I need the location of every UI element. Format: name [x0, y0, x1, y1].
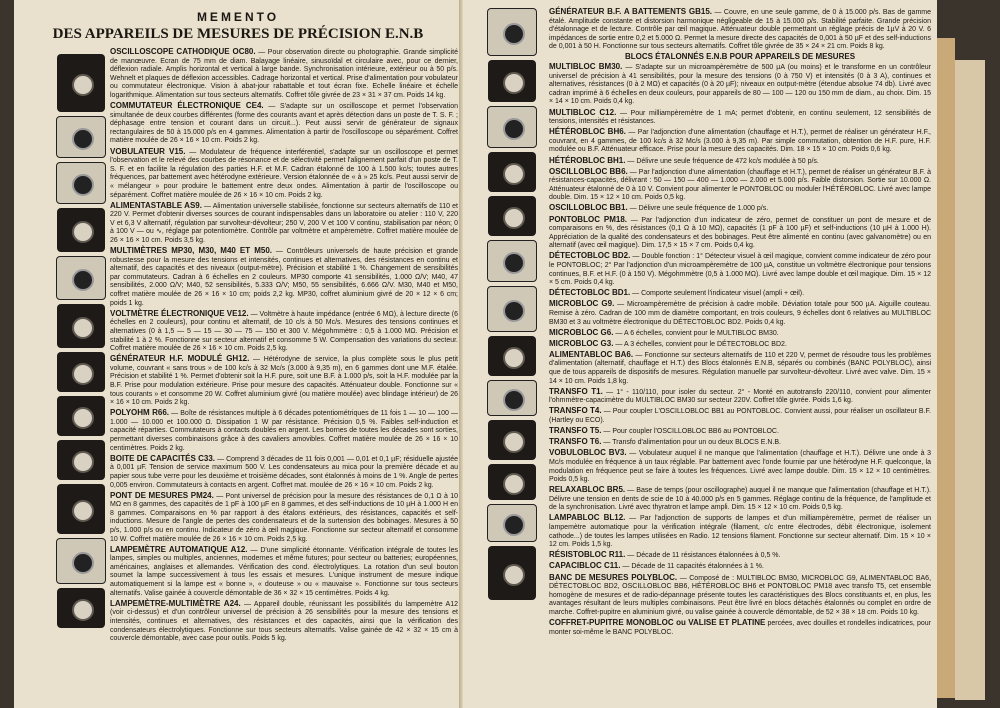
microbloc-photo [487, 286, 537, 332]
entry-name: BANC DE MESURES POLYBLOC. [549, 572, 678, 582]
entry-text: — Délivre une seule fréquence de 1.000 p/s. [629, 205, 769, 213]
tube-tester-photo [56, 538, 106, 584]
entry-text: — Voltmètre à haute impédance (entrée 6 MΩ), à lecture directe (6 échelles en 2 couleurs), pour continu et alternatif, de 10 c/s à 50 Mc/s. Mesures des tensions continues et alternatives (0 à 1,5 — 5 — 15 — 30 — 75 — 150 et 300 V. Mégohmmètre : 0,5 à 1.000 MΩ. Précision et stabilité 1 à 2 %. Fonctionne sur secteur alternatif et consomme 5 W. Compensation des variations du secteur. Coffret matière moulée de 26 × 16 × 10 cm. Poids 2,5 kg. [110, 310, 458, 353]
relaxabloc-photo [488, 464, 536, 500]
entry-name: TRANSFO T5. [549, 426, 602, 436]
alimentastable-photo [57, 208, 105, 252]
entry-name: PONTOBLOC PM18. [549, 214, 628, 224]
entry [549, 8, 931, 52]
multibloc-photo [488, 60, 536, 102]
entry-text: — Contrôleurs universels de haute précision et grande robustesse pour la mesure des tensions et intensités, continues et alternatives, des résistances en continu et alternatif, des capacités et des niveaux (output-mètre). Précision et stabilité 1 %. Changement de sensibilités par commutateurs. Cadran à 6 échelles en 2 couleurs. MP30 comporte 41 sensibilités, 1.000 Ω/V; M40, 47 sensibilités, 2.000 Ω/V; M40, 52 sensibilités, 5.333 Ω/V; M50, 55 sensibilités, 6.666 Ω/V. M30, M40 et M50, coffret matière moulée de 26 × 16 × 10 cm; poids 2,2 kg. MP30, coffret aluminium givré de 20 × 12 × 6 cm; poids 1 kg. [110, 248, 458, 307]
entry [549, 574, 931, 618]
commutator-photo [56, 116, 106, 158]
entry-text: percées, avec douilles et rondelles indicatrices, pour monter soi-même le BANC POLYBLOC. [549, 620, 931, 636]
entry-name: GÉNÉRATEUR H.F. MODULÉ GH12. [110, 354, 250, 364]
detectobloc-photo [487, 240, 537, 282]
entry-text: — Pont universel de précision pour la mesure des résistances de 0,1 Ω à 10 MΩ en 8 gammes, des capacités de 1 pF à 100 µF en 8 gammes, et des self-inductions de 10 µH à 1.000 H en 8 gammes. Comparaisons en % par rapport à des étalons extérieurs, des résistances, capacités et self-inductions. Mesure de l'angle de pertes des condensateurs et de la surtension des bobinages. Mesures à 50 p/s, 1.000 p/s ou en continu. Indicateur de zéro à œil magique. Fonctionne sur secteur alternatif et consomme 10 W. Coffret matière moulée de 26 × 16 × 10 cm. Poids 2,5 kg. [110, 492, 459, 543]
alimentabloc-photo [488, 336, 536, 376]
entry [549, 329, 931, 339]
entry [549, 204, 931, 214]
entry [549, 128, 931, 155]
lampabloc-photo [487, 504, 537, 542]
entry-name: HÉTÉROBLOC BH1. [549, 155, 626, 165]
entry-text: — Microampèremètre de précision à cadre mobile. Déviation totale pour 500 µA. Aiguille couteau. Remise à zéro. Cadran de 100 mm de diamètre comportant, en trois couleurs, 9 échelles dont 6 relatives au MULTIBLOC BM30 et 3 au voltmètre électronique du DÉTECTOBLOC BD2. Poids 0,4 kg. [549, 301, 931, 326]
entry-name: RELAXABLOC BR5. [549, 485, 626, 495]
entry-text: — Double fonction : 1° Détecteur visuel à œil magique, convient comme indicateur de zéro pour le PONTOBLOC; 2° Par l'adjonction d'un microampèremètre de 100 µA, constitue un voltmètre électronique pour tensions continues, B.F. et H.F. (0 à 150 V). Mégohmmètre (0,5 à 1.000 MΩ). Livré avec lampe double et œil magique. Dim. 15 × 12 × 5 cm. Poids 0,4 kg. [549, 253, 931, 287]
section-title: BLOCS ÉTALONNÉS E.N.B POUR APPAREILS DE MESURES [624, 52, 856, 62]
entry-name: ALIMENTASTABLE AS9. [110, 200, 202, 210]
entry-text: — D'une simplicité étonnante. Vérification intégrale de toutes les lampes, simples ou multiples, anciennes, modernes et même futures; pour secteur ou batteries; européennes, américaines, anglaises et allemandes. Vérification des cond. électrolytiques. La rotation d'un seul bouton soumet la lampe successivement à tous les essais et mesures. L'unique instrument de mesure indique automatiquement si la lampe est « bonne », « douteuse » ou « mauvaise ». Fonctionne sur tous secteurs alternatifs. Valise gainée à couvercle démontable de 36 × 32 × 15 centimètres. Poids 4 kg. [110, 546, 459, 597]
entry-name: VOBULATEUR V15. [110, 146, 186, 156]
entry [549, 486, 931, 513]
entry-name: MICROBLOC G9. [549, 299, 615, 309]
entry [110, 102, 458, 146]
entry [549, 449, 931, 484]
entry-name: OSCILLOBLOC BB1. [549, 203, 628, 213]
entry-text: — Composé de : MULTIBLOC BM30, MICROBLOC G9, ALIMENTABLOC BA6, DÉTECTOBLOC BD2, OSCILLOBLOC BB6, HÉTÉROBLOC BH6 et PONTOBLOC PM18 avec transfo T5, cet ensemble homogène de mesures et de radio-dépannage présente toutes les caractéristiques des Blocs constituants et, en plus, les avantages résultant de leurs multiples combinaisons. Peut être livré en blocs détachés étalonnés ou complet en ordre de marche. Coffret-pupitre en aluminium givré, ou valise gainée à couvercle démontable, de 52 × 38 × 18 cm. Poids 10 kg. [549, 574, 932, 616]
entry [549, 216, 931, 251]
entry [110, 355, 458, 408]
multimeter-photo [56, 256, 106, 300]
transfo-photo [487, 380, 537, 416]
entry [549, 157, 931, 167]
measuring-bridge-photo [57, 484, 105, 534]
page-header [14, 10, 462, 43]
entry-text: — Appareil double, réunissant les possibilités du lampemètre A12 (voir ci-dessus) et d'un contrôleur universel de précision à 26 sensibilités pour la mesure des tensions et intensités, continues et alternatives, des résistances et des capacités, ainsi que la vérification des condensateurs électrolytiques. Fonctionne sur tous secteurs alternatifs. Valise gainée de 42 × 32 × 15 cm à couvercle démontable, avec case pour outils. Poids 5 kg. [110, 600, 458, 643]
entry [549, 407, 931, 425]
entry [549, 438, 931, 448]
entry-name: CAPACIBLOC C11. [549, 561, 621, 571]
right-text-column [549, 8, 931, 639]
entry-text: — Pour coupler l'OSCILLOBLOC BB6 au PONTOBLOC. [603, 428, 779, 436]
entry [549, 252, 931, 287]
entry [549, 289, 931, 299]
right-page [463, 0, 937, 708]
voltmeter-photo [57, 304, 105, 348]
entry [549, 168, 931, 203]
entry [549, 619, 931, 637]
entry [110, 455, 458, 490]
entry-text: — Par l'adjonction de supports de lampes et d'un milliampèremètre, permet de réaliser un lampemètre automatique pour la vérification intégrale (filament, c/c entre électrodes, débit électronique, isolement cathode...) de toutes les lampes utilisées en Radio. 12 tensions filament. Fonctionne sur secteur alternatif. Dim. 15 × 10 × 12 cm. Poids 1,5 kg. [549, 515, 931, 549]
entry-text: — Modulateur de fréquence interférentiel, s'adapte sur un oscilloscope et permet l'observation et le relevé des courbes de résonance et de sélectivité permet l'alignement parfait d'un poste de T. S. F. et en facilite la régulation des parties H.F. et M.F. Cadran étalonné de 100 à 1.500 kc/s; toutes autres fréquences, par battement avec hétérodyne extérieure. Version étalonnée de « à » 25 kc/s. Peut aussi servir de « mélangeur » pour produire le battement entre deux ondes. Alimentation à partir de l'oscilloscope ou séparément. Coffret matière moulée de 26 × 16 × 10 cm. Poids 2 kg. [110, 148, 458, 199]
entry-text: — Comporte seulement l'indicateur visuel (ampli + œil). [632, 290, 805, 298]
entry-name: OSCILLOBLOC BB6. [549, 166, 628, 176]
bf-generator-photo [487, 8, 537, 56]
polyohm-photo [57, 396, 105, 436]
entry-text: — Boîte de résistances multiple à 6 décades potentiométriques de 11 fois 1 — 10 — 100 — 1.000 — 10.000 et 100.000 Ω. Dissipation 1 W par résistance. Précision 0,5 %. Faibles self-induction et capacité réparties. Commutateurs à contacts doublés en argent. Les bornes de toutes les décades sont sorties, permettant diverses combinaisons grâce à des cavaliers amovibles. Coffret matière moulée de 26 × 16 × 10 centimètres. Poids 2 kg. [110, 410, 458, 452]
entry-name: MULTIBLOC C12. [549, 107, 617, 117]
oscillobloc-photo [488, 152, 536, 192]
entry-name: TRANSFO T6. [549, 437, 602, 447]
entry-name: PONT DE MESURES PM24. [110, 490, 214, 500]
entry-name: MICROBLOC G3. [549, 338, 614, 348]
entry [110, 409, 458, 453]
entry [110, 492, 458, 545]
entry-text: — A 6 échelles, convient pour le MULTIBLOC BM30. [615, 329, 779, 337]
entry-text: — Par l'adjonction d'une alimentation (chauffage et H.T.), permet de réaliser un générateur B.F. à résistances-capacités, délivrant : 50 — 150 — 400 — 1.000 — 2.000 et 5.000 p/s. Faible distorsion. Sortie sur 10.000 Ω. Atténuateur étalonné de 0 à 10 V. Convient pour alimenter le PONTOBLOC ou moduler l'HÉTÉROBLOC. Livré avec lampe double. Dim. 15 × 12 × 10 cm. Poids 0,5 kg. [549, 168, 932, 202]
entry-name: ALIMENTABLOC BA6. [549, 349, 634, 359]
entry-name: HÉTÉROBLOC BH6. [549, 127, 626, 137]
entry-text: — Décade de 11 capacités étalonnées à 1 %. [622, 563, 764, 571]
entry [110, 546, 458, 599]
entry-text: — Pour milliampèremètre de 1 mA; permet d'obtenir, en continu seulement, 12 sensibilités de tensions, intensités et résistances. [549, 109, 931, 126]
left-device-photos [50, 54, 112, 632]
entry-name: VOLTMÈTRE ÉLECTRONIQUE VE12. [110, 308, 249, 318]
entry-name: POLYOHM R66. [110, 408, 170, 418]
page-edge [937, 38, 955, 698]
entry-name: BOITE DE CAPACITÉS C33. [110, 453, 216, 463]
entry [549, 351, 931, 386]
entry-text: — Pour coupler L'OSCILLOBLOC BB1 au PONTOBLOC. Convient aussi, pour réaliser un oscillateur B.F. (Hartley ou ECO). [549, 408, 931, 425]
entry-name: LAMPEMÈTRE-MULTIMÈTRE A24. [110, 598, 241, 608]
vobulator-photo [56, 162, 106, 204]
polybloc-bench-photo [488, 546, 536, 600]
entry-text: — 1° - 110/110, pour isoler du secteur. 2° - Monté en autotransfo 220/110, convient pour alimenter l'ohmmètre-capacimètre du MULTIBLOC BM30 sur secteur 220V. Coffret tôle givrée. Poids 1,6 kg. [549, 388, 931, 405]
pontobloc-photo [488, 196, 536, 236]
left-page [14, 0, 463, 708]
entry-name: DÉTECTOBLOC BD2. [549, 251, 631, 261]
entry [549, 63, 931, 107]
entry-name: MULTIBLOC BM30. [549, 62, 623, 72]
entry-name: RÉSISTOBLOC R11. [549, 550, 626, 560]
entry-text: — Par l'adjonction d'un indicateur de zéro, permet de constituer un pont de mesure et de comparaisons en %, des résistances (0,1 Ω à 10 MΩ), capacités (1 pF à 100 µF) et self-inductions (10 µH à 1.000 H). Appréciation de la qualité des condensateurs et des bobinages. Peut être alimenté en continu (avec galvanomètre) ou en alternatif (avec œil magique). Dim. 17,5 × 15 × 7 cm. Poids 0,4 kg. [549, 216, 931, 250]
entry [549, 300, 931, 327]
entry [549, 109, 931, 127]
page-title: DES APPAREILS DE MESURES DE PRÉCISION E.N.B [52, 26, 424, 42]
page-edge-back [955, 60, 985, 700]
heterobloc-photo [487, 106, 537, 148]
entry [110, 202, 458, 246]
entry-name: COMMUTATEUR ÉLECTRONIQUE CE4. [110, 101, 264, 111]
entry-name: VOBULOBLOC BV3. [549, 448, 627, 458]
tube-tester-multimeter-photo [57, 588, 105, 628]
entry-name: LAMPEMÈTRE AUTOMATIQUE A12. [110, 544, 248, 554]
oscilloscope-photo [57, 54, 105, 112]
entry-name: COFFRET-PUPITRE MONOBLOC ou VALISE ET PLATINE [549, 618, 766, 627]
capacitor-box-photo [57, 440, 105, 480]
entry-text: — Transfo d'alimentation pour un ou deux BLOCS E.N.B. [603, 439, 782, 447]
entry-text: — S'adapte sur un microampèremètre de 500 µA (ou moins) et le transforme en un contrôleur universel de précision à 41 sensibilités, pour la mesure des tensions (0 à 750 V) et intensités (0 à 3 A), continues et alternatives, résistances (0 à 2 MΩ) et capacités (0 à 20 µF); niveaux en output-mètre (étendue absolue 74 db). Livré avec cadran imprimé à 6 échelles en deux couleurs, pour appareils de 80 — 100 — 120 ou 150 mm de diam., au choix. Dim. 15 × 14 × 10 cm. Poids 0,4 kg. [549, 64, 931, 106]
entry [110, 48, 458, 101]
entry [110, 310, 458, 354]
entry-name: DÉTECTOBLOC BD1. [549, 288, 631, 298]
entry [549, 514, 931, 549]
entry-name: TRANSFO T1. [549, 386, 603, 396]
entry [549, 427, 931, 437]
entry [549, 562, 931, 572]
entry [110, 148, 458, 201]
entry [110, 247, 458, 308]
entry-name: TRANSFO T4. [549, 406, 602, 416]
entry-text: — Couvre, en une seule gamme, de 0 à 15.000 p/s. Bas de gamme étalé. Amplitude constante et distorsion harmonique négligeable de 15 à 15.000 p/s. Stabilité parfaite. Grande précision d'étalonnage et de lecture. Contrôle par œil magique. Atténuateur double permettant un réglage précis de 1µV à 20 V. 6 impédances de sortie entre 0,2 et 5.000 Ω. Permet la mesure directe des capacités de 0,001 à 50 µF et des self-inductions de 0,001 à 50 H. Fonctionne sur tous secteurs alternatifs. Coffret tôle givrée de 35 × 24 × 21 cm. Poids 8 kg. [549, 9, 931, 51]
entry-text: — Par l'adjonction d'une alimentation (chauffage et H.T.), permet de réaliser un générateur H.F., couvrant, en 4 gammes, de 100 kc/s à 32 Mc/s (3.000 à 9,35 m). Par simple commutation, obtention de H.F. pure, H.F. modulée ou B.F. Atténuateur efficace. Prise pour la mesure des capacités. Dim. 18 × 15 × 10 cm. Poids 0,6 kg. [549, 129, 931, 154]
entry [549, 551, 931, 561]
entry-text: — Délivre une seule fréquence de 472 kc/s modulée à 50 p/s. [627, 157, 819, 165]
hf-generator-photo [57, 352, 105, 392]
entry-text: — Fonctionne sur secteurs alternatifs de 110 et 220 V, permet de résoudre tous les problèmes d'alimentation (alternatif, chauffage et H.T.) des Blocs étalonnés E.N.B, séparés ou combinés (BANC POLYBLOC), ainsi que de tous appareils de dispositifs de mesures. Régulation manuelle par survolteur-dévolteur. Livré avec valve. Dim. 15 × 14 × 10 cm. Poids 1,8 kg. [549, 351, 931, 385]
entry-name: OSCILLOSCOPE CATHODIQUE OC80. [110, 47, 256, 56]
entry-text: — Hétérodyne de service, la plus complète sous le plus petit volume, couvrant « sans trous » de 100 kc/s à 32 Mc/s (3.000 à 9,35 m), en 6 gammes dont une M.F. étalée. Précision et stabilité 1 %. Permet d'obtenir soit la H.F. pure, soit une B.F. à 1.000 p/s, soit la H.F. modulée par la B.F. Prise pour modulation extérieure. Prise pour mesure des capacités. Atténuateur double. Fonctionne sur « tous courants » et consomme 20 W. Coffret aluminium givré (ou matière moulée) avec blindage intérieur) de 26 × 16 × 10 cm. Poids 2 kg. [110, 356, 459, 407]
memento-heading: MEMENTO [196, 10, 280, 24]
entry [110, 600, 458, 644]
entry-name: LAMPABLOC BL12. [549, 513, 626, 523]
right-device-photos [481, 8, 543, 604]
entry-text: — Pour observation directe ou photographie. Grande simplicité de manœuvre. Ecran de 75 mm de diam. Balayage linéaire, sinusoïdal et circulaire avec, pour ce dernier, déflexion radiale. Amplis horizontal et vertical à large bande. Synchronisation intérieure, extérieur ou à 50 p/s. Wehnelt et plaques de déflexion accessibles. Cadrage horizontal et vertical. Prise d'alimentation pour vobulateur ou commutateur électronique. Vision à abat-jour rabattable et tout écran fixe. Echelle linéaire et échelle logarithmique. Alimentation sur tous secteurs alternatifs. Coffret tôle givrée de 23 × 31 × 37 cm. Poids 14 kg. [110, 49, 458, 99]
entry-name: MICROBLOC G6. [549, 327, 614, 337]
entry-text: — A 3 échelles, convient pour le DÉTECTOBLOC BD2. [615, 340, 787, 348]
entry-name: GÉNÉRATEUR B.F. A BATTEMENTS GB15. [549, 7, 712, 16]
entry-text: — S'adapte sur un oscilloscope et permet l'observation simultanée de deux courbes différentes (forme des courants avant et après détection dans un poste de T. S. F. ; déphasage entre tension et courant dans un circuit...). Peut aussi servir de générateur de signaux rectangulaires de 50 à 15.000 p/s en 4 gammes. Alimentation à partir de l'oscilloscope ou séparément. Coffret matière moulée de 26 × 16 × 10 cm. Poids 2 kg. [110, 103, 458, 145]
vobulobloc-photo [488, 420, 536, 460]
entry-text: — Comprend 3 décades de 11 fois 0,001 — 0,01 et 0,1 µF; résiduelle ajustée à 0,001 µF. Tension de service maximum 500 V. Les condensateurs au mica pour la première décade et au papier sous tube verre pour les deuxième et troisième décades, sont étalonnés à moins de 1 %. Angle de pertes 0,005 environ. Commutateurs à contacts en argent. Coffret mat. moulée de 26 × 16 × 10 cm. Poids 2 kg. [110, 455, 459, 489]
entry-text: — Décade de 11 résistances étalonnées à 0,5 %. [627, 552, 781, 560]
entry-text: — Alimentation universelle stabilisée, fonctionne sur secteurs alternatifs de 110 et 220 V. Permet d'obtenir diverses sources de courant indispensables dans un laboratoire ou atelier : 110 V, 220 V et 6,3 V alternatif, régulation par survolteur-dévolteur; 250 V, 200 V et 100 V continu, stabilisation par néon; 0 à 100 V — ou ∿, réglage par potentiomètre. Contrôle par voltmètre et ampèremètre. Coffret matière moulée de 26 × 16 × 10 cm. Poids 3,5 kg. [110, 202, 458, 244]
entry-text: — Base de temps (pour oscillographe) auquel il ne manque que l'alimentation (chauffage et H.T.). Délivre une tension en dents de scie de 10 à 40.000 p/s en 5 gammes. Réglage continu de la fréquence, de l'amplitude et de la synchronisation. Livré avec thyratron et lampe ampli. Dim. 15 × 12 × 10 cm. Poids 0,5 kg. [549, 487, 931, 512]
left-text-column [110, 48, 458, 645]
entry [549, 388, 931, 406]
entry-name: MULTIMÈTRES MP30, M30, M40 ET M50. [110, 246, 273, 256]
entry [549, 340, 931, 350]
entry-text: — Vobulateur auquel il ne manque que l'alimentation (chauffage et H.T.). Délivre une onde à 3 Mc/s modulée en fréquence à un taux réglable. Par battement avec l'onde fournie par une hétérodyne H.F. quelconque, la modulation en fréquence peut se faire à toutes les fréquences. Livré avec lampe double. Dim. 15 × 12 × 10 centimètres. Poids 0,5 kg. [549, 450, 931, 484]
